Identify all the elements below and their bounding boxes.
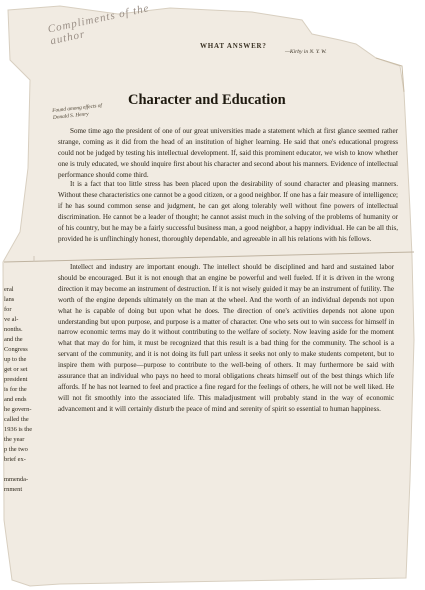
clipping-line: eral xyxy=(4,286,14,293)
stamp: Compliments of the author xyxy=(46,2,151,48)
clipping-line: 1936 is the xyxy=(4,426,33,433)
clipping-line: the year xyxy=(4,436,25,443)
clipping-line: is for the xyxy=(4,386,27,393)
clipping-line: ve al- xyxy=(4,316,19,323)
clipping-line: p the two xyxy=(4,446,28,453)
clipping-line: Congress xyxy=(4,346,28,353)
article-title: Character and Education xyxy=(128,92,286,108)
clipping-line: nonths. xyxy=(4,326,23,333)
clipping-line: for xyxy=(4,306,12,313)
clipping-line: mmenda- xyxy=(4,476,29,483)
clipping-line: and the xyxy=(4,336,23,343)
cartoon-credit: —Kirby in N. Y. W. xyxy=(285,49,327,55)
article-paragraph-2: It is a fact that too little stress has been placed upon the desirability of sound character and pleasing manners. Without these characteristics one cannot be a good citizen, or a good neighbor. If one has a fair measure of intelligence; if he has sound common sense and judgment, he can get along tolerably well without fine powers of intellectual discrimination. He cannot be a leader of thought; he cannot assist much in the solving of the problems of humanity or of his country, but he may be a fairly successful business man, a good neighbor, a happy individual. He can be all this, provided he is unflinchingly honest, thoroughly dependable, and agreeable in all his relations with his fellows. xyxy=(58,180,398,243)
clipping-line: and ends xyxy=(4,396,27,403)
clipping-line: rnment xyxy=(4,486,23,493)
note-line: Donald S. Henry xyxy=(52,111,89,121)
clipping-line: brief ex- xyxy=(4,456,26,463)
article-paragraph-1: Some time ago the president of one of our great universities made a statement which at first glance seemed rather strange, coming as it did from the head of an institution of higher learning. He said that one's educational progress could not be judged by testing his intellectual development. If, said this prominent educator, we wish to know whether one is truly educated, we should inquire first about his character and second about his manners. Evidence of intellectual performance should come third. xyxy=(58,127,398,179)
article-paragraph-3: Intellect and industry are important enough. The intellect should be disciplined and hard and sustained labor should be encouraged. But it is not enough that an engine be powerful and well fueled. If it is driven in the wrong direction it may become an instrument of destruction. If it is not wisely guided it may be an instrument of futility. The worth of the engine depends ultimately on the man at the wheel. And the worth of an individual depends not upon what he is capable of doing but upon what he does. The direction of one's activities depends not alone upon understanding but upon purpose, and purpose is a matter of character. One who sets out to win success for himself in narrow economic terms may do it without contributing to the welfare of society. Now leaving aside for the moment what that may do for him, it must be recognized that this result is a bad thing for the community. The school is a servant of the community, and it is not doing its full part unless it seeks not only to make students competent, but to inspire them with purpose—purpose to contribute to the well-being of others. It may furthermore be said with assurance that an individual who pays no heed to moral obligations cheats himself out of the best things which life affords. If he has not learned to feel and practice a fine regard for the feelings of others, he will not be well liked. He will not fit smoothly into the associated life. This maladjustment will probably stand in the way of economic advancement and it will certainly disturb the peace of mind and serenity of spirit so essential to human happiness. xyxy=(58,263,394,413)
clipping-line: up to the xyxy=(4,356,27,363)
clipping-line: he govern- xyxy=(4,406,32,413)
clipping-line: get or set xyxy=(4,366,28,373)
clipping-line: called the xyxy=(4,416,29,423)
clipping-line: lans xyxy=(4,296,15,303)
note-line: Found among effects of xyxy=(52,102,103,114)
cartoon-caption: WHAT ANSWER? xyxy=(200,42,267,50)
clipping-line: president xyxy=(4,376,28,383)
